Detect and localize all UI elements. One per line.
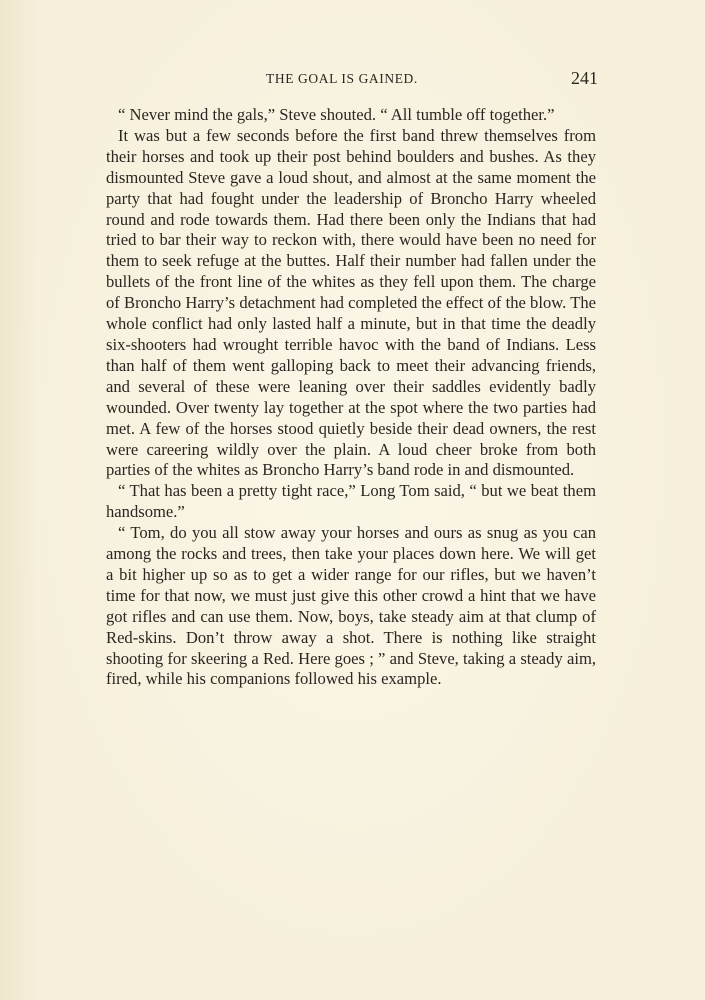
body-text	[106, 105, 596, 690]
running-head: THE GOAL IS GAINED.	[266, 71, 418, 86]
paragraph: It was but a few seconds before the first band threw themselves from their horses and took up their post behind boulders and bushes. As they dismounted Steve gave a loud shout, and almost at the same moment the party that had fought under the leadership of Broncho Harry wheeled round and rode towards them. Had there been only the Indians that had tried to bar their way to reckon with, there would have been no need for them to seek refuge at the buttes. Half their number had fallen under the bullets of the front line of the whites as they fell upon them. The charge of Broncho Harry’s detachment had completed the effect of the blow. The whole conflict had only lasted half a minute, but in that time the deadly six-shooters had wrought terrible havoc with the band of Indians. Less than half of them went galloping back to meet their advancing friends, and several of these were leaning over their saddles evidently badly wounded. Over twenty lay together at the spot where the two parties had met. A few of the horses stood quietly beside their dead owners, the rest were careering wildly over the plain. A loud cheer broke from both parties of the whites as Broncho Harry’s band rode in and dismounted.	[106, 125, 596, 480]
paragraph: “ Never mind the gals,” Steve shouted. “ All tumble off together.”	[118, 105, 555, 124]
paragraph: “ Tom, do you all stow away your horses and ours as snug as you can among the rocks and trees, then take your places down here. We will get a bit higher up so as to get a wider range for our rifles, but we haven’t time for that now, we must just give this other crowd a hint that we have got rifles and can use them. Now, boys, take steady aim at that clump of Red-skins. Don’t throw away a shot. There is nothing like straight shooting for skeering a Red. Here goes ; ” and Steve, taking a steady aim, fired, while his companions followed his example.	[106, 523, 596, 689]
paragraph: “ That has been a pretty tight race,” Long Tom said, “ but we beat them handsome.”	[106, 481, 596, 522]
page-header	[108, 68, 598, 94]
page-number: 241	[571, 68, 598, 88]
